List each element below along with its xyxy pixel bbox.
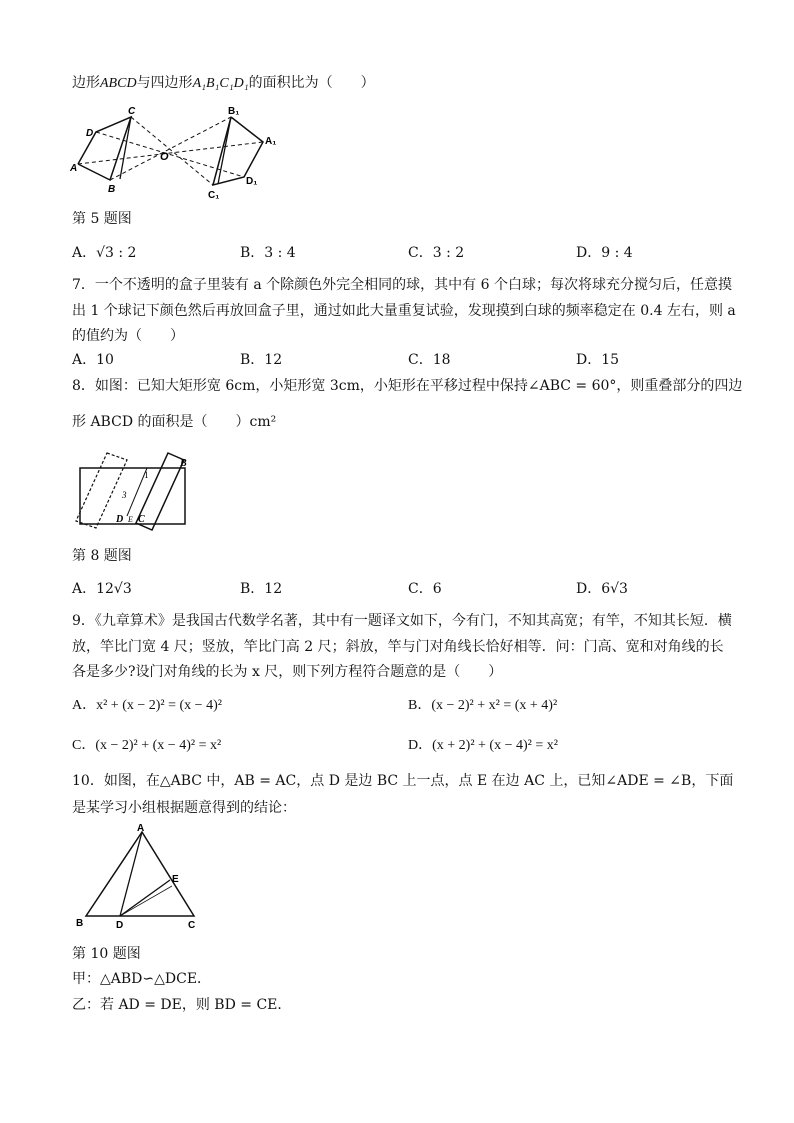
figure-8 bbox=[72, 448, 202, 538]
q6-option-a[interactable]: A．√3 : 2 bbox=[72, 245, 137, 261]
q6-stem-suffix: 的面积比为（ ） bbox=[248, 75, 375, 91]
fig8-label-three: 3 bbox=[122, 490, 127, 500]
q8-option-a[interactable]: A．12√3 bbox=[72, 581, 132, 597]
q7-line-1: 7．一个不透明的盒子里装有 a 个除颜色外完全相同的球，其中有 6 个白球；每次将球充分搅匀后，任意摸 bbox=[72, 277, 732, 293]
q9-option-b[interactable]: B．(x − 2)² + x² = (x + 4)² bbox=[408, 698, 558, 713]
q8-fig-caption: 第 8 题图 bbox=[72, 548, 132, 564]
fig10-segment-ad bbox=[120, 832, 142, 916]
fig5-label-b: B bbox=[108, 184, 116, 195]
fig10-label-e: E bbox=[172, 874, 179, 885]
fig5-left-quad bbox=[78, 117, 131, 180]
q9-line-2: 放，竿比门宽 4 尺；竖放，竿比门高 2 尺；斜放，竿与门对角线长恰好相等．问：门高、宽和对角线的长 bbox=[72, 639, 724, 655]
q8-line-2: 形 ABCD 的面积是（ ）cm² bbox=[72, 414, 277, 430]
fig5-label-d: D bbox=[86, 128, 94, 139]
fig5-right-diagonal bbox=[218, 117, 231, 184]
fig5-label-a: A bbox=[70, 163, 78, 174]
fig5-label-o: O bbox=[160, 151, 169, 163]
q6-option-b[interactable]: B．3 : 4 bbox=[240, 245, 296, 261]
q7-option-a[interactable]: A．10 bbox=[72, 352, 114, 368]
fig8-label-c: C bbox=[138, 514, 145, 525]
fig5-label-c: C bbox=[128, 106, 136, 117]
fig10-label-a: A bbox=[137, 824, 145, 834]
q7-option-c[interactable]: C．18 bbox=[408, 352, 451, 368]
q7-line-2: 出 1 个球记下颜色然后再放回盒子里，通过如此大量重复试验，发现摸到白球的频率稳定在 0.4 左右，则 a bbox=[72, 303, 736, 319]
q6-stem-prefix: 边形 bbox=[72, 75, 100, 91]
q9-line-3: 各是多少?设门对角线的长为 x 尺，则下列方程符合题意的是（ ） bbox=[72, 664, 503, 680]
q6-stem-mid: 与四边形 bbox=[136, 75, 193, 91]
fig8-label-b: B bbox=[180, 458, 187, 469]
figure-10 bbox=[72, 824, 212, 934]
fig10-label-c: C bbox=[188, 920, 196, 931]
fig10-label-b: B bbox=[76, 918, 84, 929]
q10-fig-caption: 第 10 题图 bbox=[72, 946, 141, 962]
q6-stem-a1b1c1d1: A₁B₁C₁D₁ bbox=[192, 76, 249, 91]
q6-option-c[interactable]: C．3 : 2 bbox=[408, 245, 465, 261]
fig8-label-one: 1 bbox=[144, 470, 149, 480]
fig8-label-e: E bbox=[128, 515, 133, 524]
q6-stem-abcd: ABCD bbox=[100, 76, 137, 91]
q8-line-1: 8．如图：已知大矩形宽 6cm，小矩形宽 3cm，小矩形在平移过程中保持∠ABC = 60°，则重叠部分的四边 bbox=[72, 378, 743, 394]
fig8-label-d: D bbox=[116, 514, 124, 525]
q7-option-d[interactable]: D．15 bbox=[576, 352, 620, 368]
q6-option-d[interactable]: D．9 : 4 bbox=[576, 245, 633, 261]
q9-option-a[interactable]: A．x² + (x − 2)² = (x − 4)² bbox=[72, 698, 222, 713]
fig5-label-b1: B₁ bbox=[228, 106, 240, 117]
q10-conclusion-2: 乙：若 AD = DE，则 BD = CE． bbox=[72, 997, 292, 1013]
fig10-segment-extra bbox=[120, 886, 172, 916]
figure-5 bbox=[68, 102, 288, 212]
q9-option-d[interactable]: D．(x + 2)² + (x − 4)² = x² bbox=[408, 738, 558, 753]
q10-line-1: 10．如图，在△ABC 中，AB = AC，点 D 是边 BC 上一点，点 E 在边 AC 上，已知∠ADE = ∠B，下面 bbox=[72, 773, 734, 789]
fig5-label-a1: A₁ bbox=[265, 136, 277, 147]
q7-option-b[interactable]: B．12 bbox=[240, 352, 283, 368]
q6-stem bbox=[72, 74, 375, 93]
q8-option-d[interactable]: D．6√3 bbox=[576, 581, 628, 597]
q9-option-c[interactable]: C．(x − 2)² + (x − 4)² = x² bbox=[72, 738, 222, 753]
fig5-label-d1: D₁ bbox=[246, 176, 258, 187]
fig10-label-d: D bbox=[116, 920, 124, 931]
fig5-label-c1: C₁ bbox=[208, 190, 220, 201]
q8-option-c[interactable]: C．6 bbox=[408, 581, 442, 597]
q8-option-b[interactable]: B．12 bbox=[240, 581, 283, 597]
q9-line-1: 9．《九章算术》是我国古代数学名著，其中有一题译文如下，今有门，不知其高宽；有竿，不知其长短．横 bbox=[72, 613, 732, 629]
q10-line-2: 是某学习小组根据题意得到的结论： bbox=[72, 800, 296, 816]
q6-fig-caption: 第 5 题图 bbox=[72, 211, 132, 227]
q7-line-3: 的值约为（ ） bbox=[72, 328, 184, 344]
q10-conclusion-1: 甲：△ABD∽△DCE． bbox=[72, 971, 212, 987]
